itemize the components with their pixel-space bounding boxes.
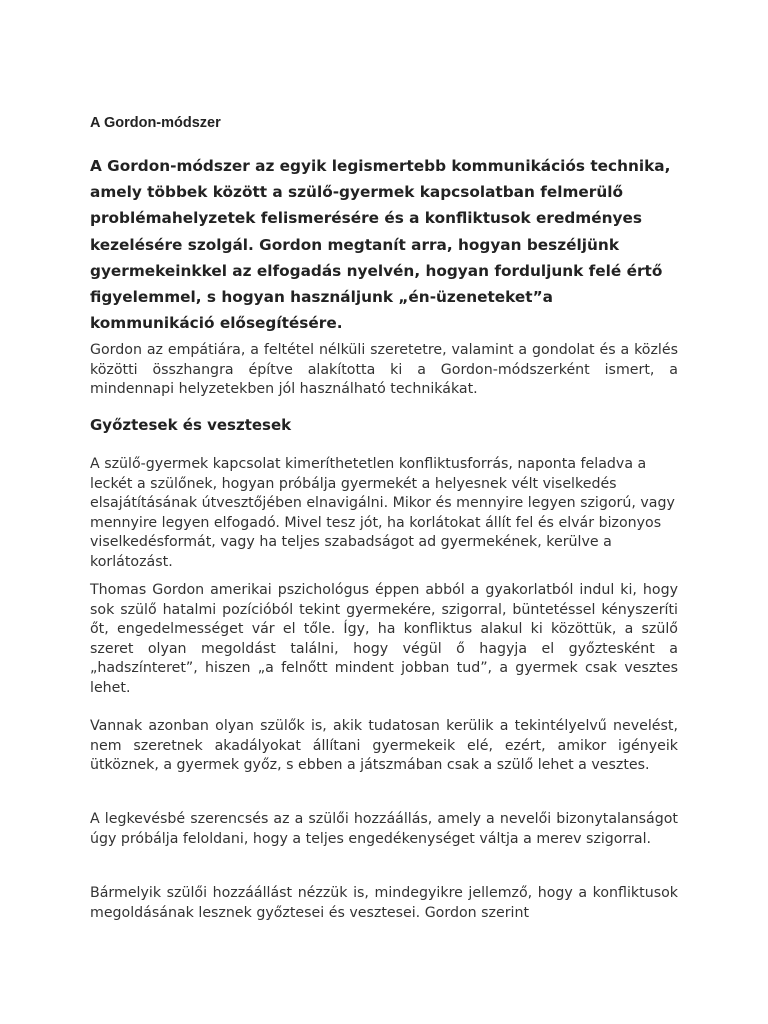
- body-paragraph-2: Thomas Gordon amerikai pszichológus éppen abból a gyakorlatból indul ki, hogy sok szülő hatalmi pozícióból tekint gyermekére, szigorral, büntetéssel kényszeríti őt, engedelmességet vár el tőle. Így, ha konfliktus alakul ki közöttük, a szülő szeret olyan megoldást találni, hogy végül ő hagyja el győztesként a „hadszínteret”, hiszen „a felnőtt mindent jobban tud”, a gyermek csak vesztes lehet.: [90, 582, 678, 696]
- body-paragraph-1: A szülő-gyermek kapcsolat kimeríthetetlen konfliktusforrás, naponta feladva a leckét a szülőnek, hogyan próbálja gyermekét a helyesnek vélt viselkedés elsajátításának útvesztőjében elnavigálni. Mikor és mennyire legyen szigorú, vagy mennyire legyen elfogadó. Mivel tesz jót, ha korlátokat állít fel és elvár bizonyos viselkedésformát, vagy ha teljes szabadságot ad gyermekének, kerülve a korlátozást.: [90, 456, 675, 570]
- lead-paragraph: A Gordon-módszer az egyik legismertebb kommunikációs technika, amely többek között a szülő-gyermek kapcsolatban felmerülő problémahelyzetek felismerésére és a konfliktusok eredményes kezelésére szolgál. Gordon megtanít arra, hogyan beszéljünk gyermekeinkkel az elfogadás nyelvén, hogyan forduljunk felé értő figyelemmel, s hogyan használjunk „én-üzeneteket”a kommunikáció elősegítésére.: [90, 157, 671, 333]
- body-paragraph-5: Bármelyik szülői hozzáállást nézzük is, mindegyikre jellemző, hogy a konfliktusok megoldásának lesznek győztesei és vesztesei. Gordon szerint: [90, 885, 678, 921]
- intro-paragraph: Gordon az empátiára, a feltétel nélküli szeretetre, valamint a gondolat és a közlés közötti összhangra építve alakította ki a Gordon-módszerként ismert, a mindennapi helyzetekben jól használható technikákat.: [90, 342, 678, 397]
- body-paragraph-4: A legkevésbé szerencsés az a szülői hozzáállás, amely a nevelői bizonytalanságot úgy próbálja feloldani, hogy a teljes engedékenységet váltja a merev szigorral.: [90, 811, 678, 847]
- document-title: A Gordon-módszer: [90, 115, 221, 131]
- body-paragraph-3: Vannak azonban olyan szülők is, akik tudatosan kerülik a tekintélyelvű nevelést, nem szeretnek akadályokat állítani gyermekeik elé, ezért, amikor igényeik ütköznek, a gyermek győz, s ebben a játszmában csak a szülő lehet a vesztes.: [90, 718, 678, 773]
- section-heading: Győztesek és vesztesek: [90, 416, 292, 434]
